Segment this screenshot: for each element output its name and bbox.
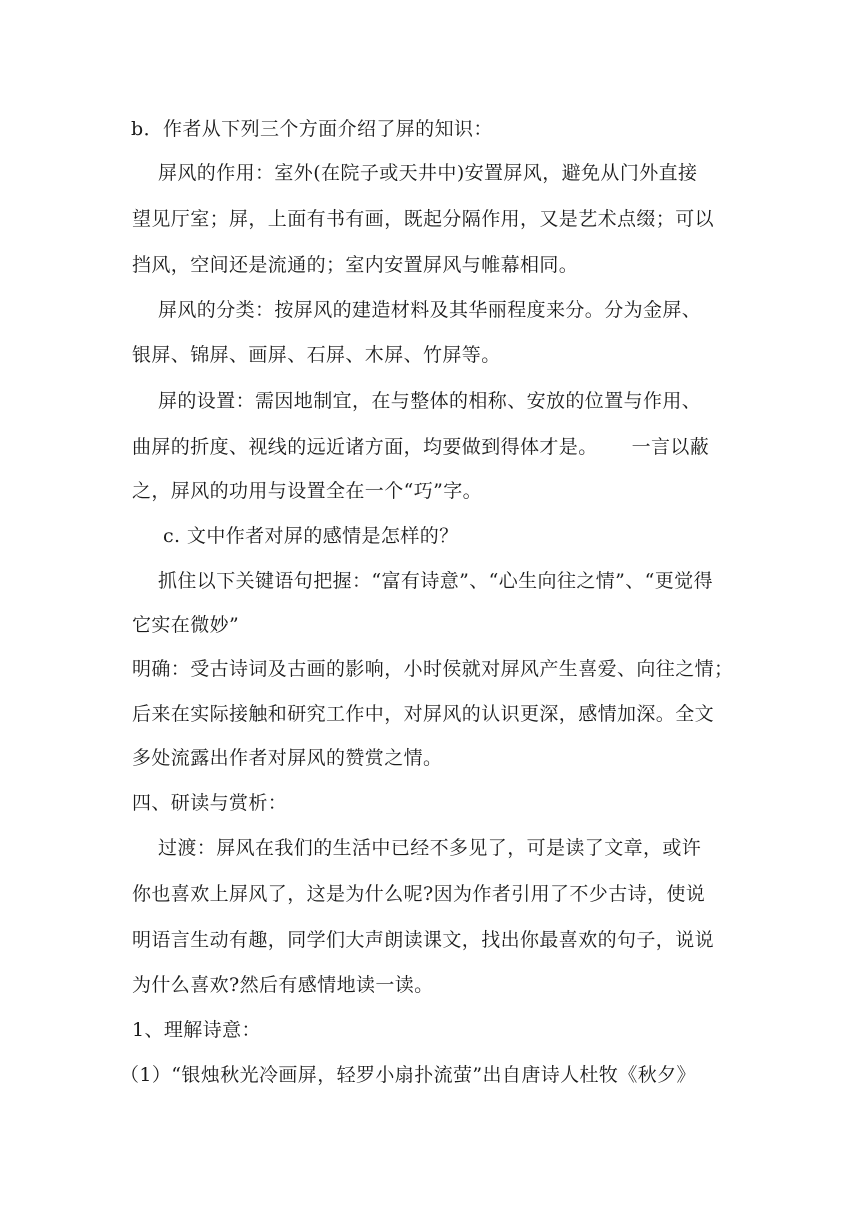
section-four-heading: 四、研读与赏析： <box>132 792 288 814</box>
paragraph-line: 过渡：屏风在我们的生活中已经不多见了，可是读了文章，或许 <box>158 837 702 859</box>
paragraph-line: （1）“银烛秋光冷画屏，轻罗小扇扑流萤”出自唐诗人杜牧《秋夕》 <box>120 1064 696 1086</box>
paragraph-line: 为什么喜欢?然后有感情地读一读。 <box>132 974 434 996</box>
paragraph-line: 后来在实际接触和研究工作中，对屏风的认识更深，感情加深。全文 <box>132 703 715 725</box>
paragraph-text: 曲屏的折度、视线的远近诸方面，均要做到得体才是。 <box>132 436 598 458</box>
paragraph-line: 屏风的作用：室外(在院子或天井中)安置屏风，避免从门外直接 <box>158 162 698 184</box>
paragraph-line: 屏风的分类：按屏风的建造材料及其华丽程度来分。分为金屏、 <box>158 299 702 321</box>
paragraph-line: 抓住以下关键语句把握：“富有诗意”、“心生向往之情”、“更觉得 <box>158 570 713 592</box>
paragraph-line <box>132 435 732 459</box>
paragraph-text: 一言以蔽 <box>631 436 710 458</box>
paragraph-line: 屏的设置：需因地制宜，在与整体的相称、安放的位置与作用、 <box>158 390 702 412</box>
subsection-heading: 1、理解诗意： <box>132 1019 261 1041</box>
paragraph-line: 之，屏风的功用与设置全在一个“巧”字。 <box>132 480 483 502</box>
paragraph-line: 望见厅室；屏，上面有书有画，既起分隔作用，又是艺术点缀；可以 <box>132 208 715 230</box>
section-c-heading: c. 文中作者对屏的感情是怎样的？ <box>163 525 459 547</box>
paragraph-line: 明确：受古诗词及古画的影响，小时侯就对屏风产生喜爱、向往之情； <box>132 658 734 680</box>
paragraph-line: 银屏、锦屏、画屏、石屏、木屏、竹屏等。 <box>132 344 501 366</box>
paragraph-line: 你也喜欢上屏风了，这是为什么呢?因为作者引用了不少古诗，使说 <box>132 883 706 905</box>
section-b-heading: b．作者从下列三个方面介绍了屏的知识： <box>131 118 493 140</box>
paragraph-line: 明语言生动有趣，同学们大声朗读课文，找出你最喜欢的句子，说说 <box>132 929 715 951</box>
paragraph-line: 它实在微妙” <box>132 614 240 636</box>
paragraph-line: 多处流露出作者对屏风的赞赏之情。 <box>132 747 443 769</box>
paragraph-line: 挡风，空间还是流通的；室内安置屏风与帷幕相同。 <box>132 254 579 276</box>
